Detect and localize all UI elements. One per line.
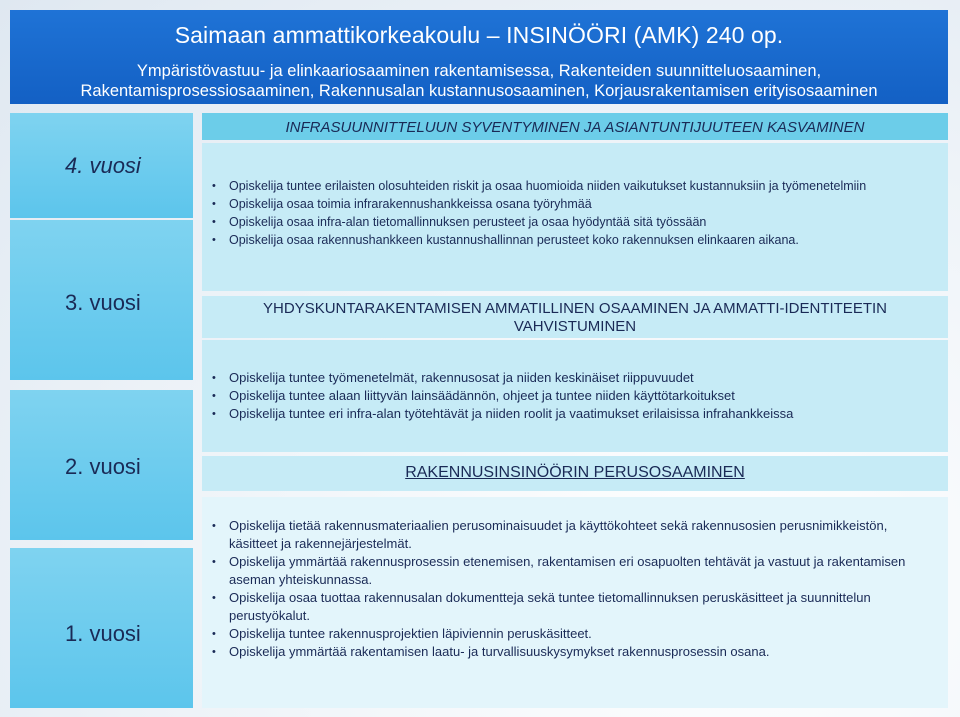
section-1-title: RAKENNUSINSINÖÖRIN PERUSOSAAMINEN: [405, 464, 745, 481]
list-item: • Opiskelija tuntee alaan liittyvän lainsäädännön, ohjeet ja tuntee niiden käyttötarkoitukset: [202, 387, 948, 405]
section-3-title-band: [202, 296, 948, 338]
list-item: • Opiskelija ymmärtää rakennusprosessin etenemisen, rakentamisen eri osapuolten tehtävät ja vastuut ja rakentamisen aseman yhteiskunnassa.: [202, 553, 908, 589]
year-label-3: 3. vuosi: [65, 290, 141, 315]
page-title: Saimaan ammattikorkeakoulu – INSINÖÖRI (AMK) 240 op.: [174, 22, 784, 48]
section-3-title-line-1: YHDYSKUNTARAKENTAMISEN AMMATILLINEN OSAAMINEN JA AMMATTI-IDENTITEETIN: [263, 300, 887, 317]
list-item: • Opiskelija osaa rakennushankkeen kustannushallinnan perusteet koko rakennuksen elinkaaren aikana.: [202, 231, 948, 249]
section-1-bullets: [202, 517, 908, 661]
list-item: • Opiskelija tuntee erilaisten olosuhteiden riskit ja osaa huomioida niiden vaikutukset kustannuksiin ja työmenetelmiin: [202, 177, 948, 195]
list-item: • Opiskelija tuntee rakennusprojektien läpiviennin peruskäsitteet.: [202, 625, 908, 643]
section-4-bullets: [202, 177, 948, 249]
section-4-title-band: [202, 113, 948, 140]
section-4-title: INFRASUUNNITTELUUN SYVENTYMINEN JA ASIANTUNTIJUUTEEN KASVAMINEN: [285, 119, 865, 136]
section-1-title-band: [202, 456, 948, 491]
list-item: • Opiskelija ymmärtää rakentamisen laatu- ja turvallisuuskysymykset rakennusprosessin osana.: [202, 643, 908, 661]
year-label-2: 2. vuosi: [65, 454, 141, 479]
list-item: • Opiskelija osaa tuottaa rakennusalan dokumentteja sekä tuntee tietomallinnuksen peruskäsitteet ja suunnittelun perustyökalut.: [202, 589, 908, 625]
list-item: • Opiskelija osaa infra-alan tietomallinnuksen perusteet ja osaa hyödyntää sitä työssään: [202, 213, 948, 231]
year-label-1: 1. vuosi: [65, 621, 141, 646]
section-3-bullets: [202, 369, 948, 423]
header-banner: [10, 10, 948, 104]
section-3-content-band: [202, 340, 948, 452]
list-item: • Opiskelija tietää rakennusmateriaalien perusominaisuudet ja käyttökohteet sekä rakennusosien perusnimikkeistön, käsitteet ja rakennejärjestelmät.: [202, 517, 908, 553]
list-item: • Opiskelija osaa toimia infrarakennushankkeissa osana työryhmää: [202, 195, 948, 213]
list-item: • Opiskelija tuntee työmenetelmät, rakennusosat ja niiden keskinäiset riippuvuudet: [202, 369, 948, 387]
page-subtitle: [30, 61, 928, 101]
section-3-title: [202, 300, 948, 336]
year-label-4: 4. vuosi: [65, 153, 141, 178]
subtitle-line-1: Ympäristövastuu- ja elinkaariosaaminen rakentamisessa, Rakenteiden suunnitteluosaaminen,: [136, 62, 822, 80]
section-1-content-band: [202, 497, 948, 708]
section-3-title-line-2: VAHVISTUMINEN: [513, 318, 637, 335]
section-4-content-band: [202, 143, 948, 291]
list-item: • Opiskelija tuntee eri infra-alan työtehtävät ja niiden roolit ja vaatimukset erilaisissa infrahankkeissa: [202, 405, 948, 423]
subtitle-line-2: Rakentamisprosessiosaaminen, Rakennusalan kustannusosaaminen, Korjausrakentamisen erityisosaaminen: [80, 82, 878, 100]
